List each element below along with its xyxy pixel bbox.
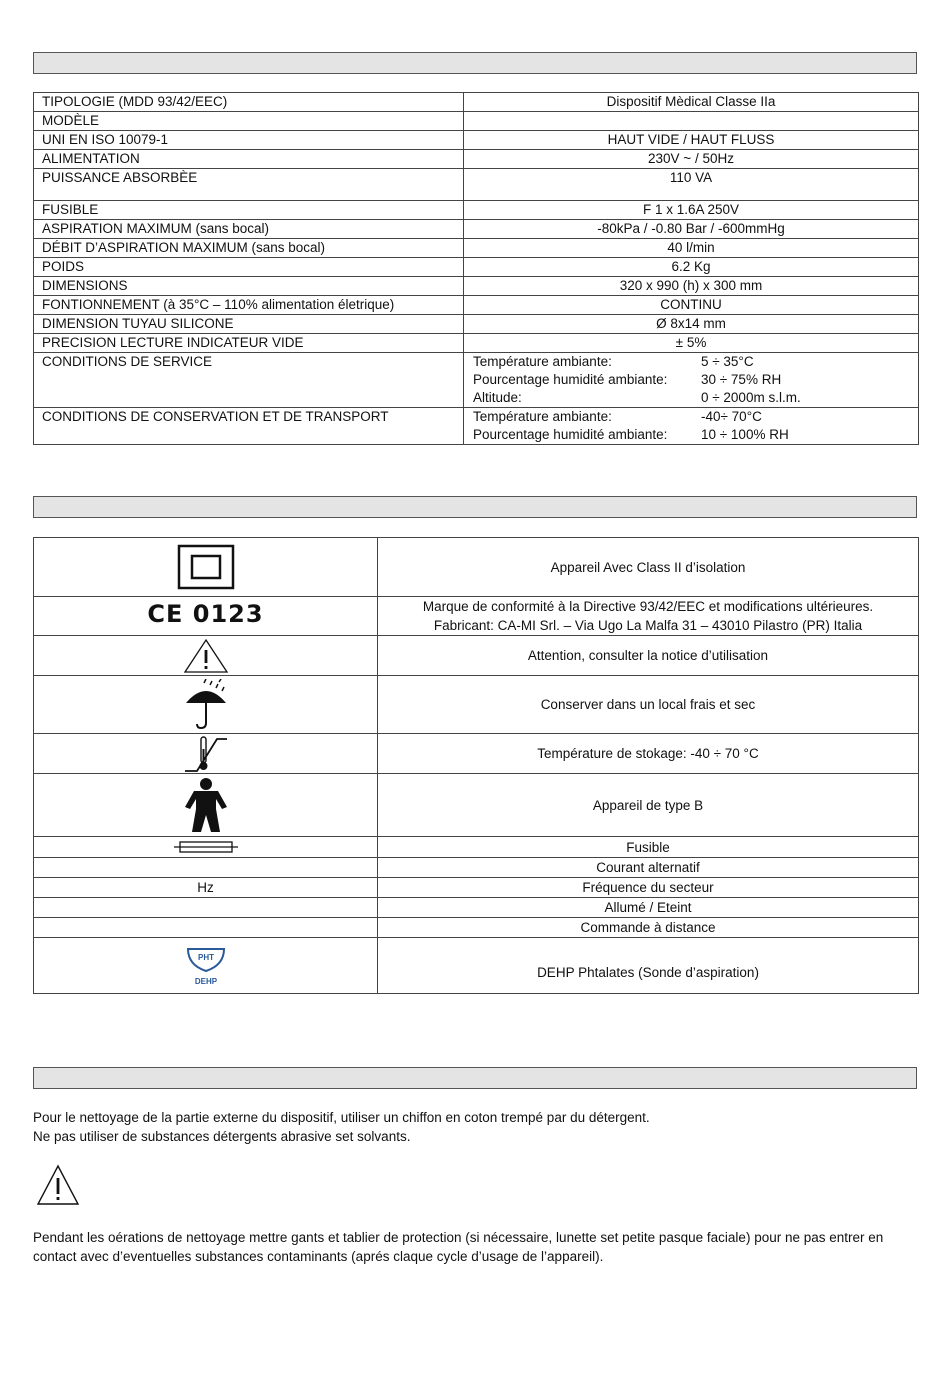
section-header-bar-cleaning	[33, 1067, 917, 1089]
table-row	[34, 597, 919, 636]
spec-label: DIMENSION TUYAU SILICONE	[34, 315, 464, 334]
symbol-cell	[34, 538, 378, 597]
spec-value: CONTINU	[464, 296, 919, 315]
spec-label: CONDITIONS DE CONSERVATION ET DE TRANSPORT	[34, 408, 464, 445]
spec-label: ALIMENTATION	[34, 150, 464, 169]
service-conditions	[464, 353, 919, 408]
symbol-description: Courant alternatif	[378, 858, 919, 878]
condition-key: Pourcentage humidité ambiante:	[473, 372, 668, 387]
table-row	[34, 858, 919, 878]
spec-label: FUSIBLE	[34, 201, 464, 220]
condition-key: Pourcentage humidité ambiante:	[473, 427, 668, 442]
spec-value: F 1 x 1.6A 250V	[464, 201, 919, 220]
ce-description-line: Marque de conformité à la Directive 93/42/EEC et modifications ultérieures.	[422, 599, 874, 614]
symbol-description	[378, 597, 919, 636]
section-header-bar-specs	[33, 52, 917, 74]
condition-row	[473, 371, 918, 389]
spec-label: FONTIONNEMENT (à 35°C – 110% alimentation életrique)	[34, 296, 464, 315]
condition-key: Altitude:	[473, 390, 522, 405]
spec-label: MODÈLE	[34, 112, 464, 131]
table-row	[34, 334, 919, 353]
table-row	[34, 918, 919, 938]
condition-value: 5 ÷ 35°C	[701, 354, 754, 369]
table-row	[34, 201, 919, 220]
warning-triangle-icon	[36, 1164, 80, 1206]
symbol-cell	[34, 898, 378, 918]
table-row	[34, 315, 919, 334]
warning-triangle-icon	[183, 638, 229, 674]
specifications-table	[33, 92, 919, 445]
table-row	[34, 150, 919, 169]
table-row	[34, 734, 919, 774]
table-row	[34, 220, 919, 239]
spec-value: 320 x 990 (h) x 300 mm	[464, 277, 919, 296]
symbol-description: Attention, consulter la notice d’utilisation	[378, 636, 919, 676]
table-row	[34, 131, 919, 150]
spec-value: 40 l/min	[464, 239, 919, 258]
table-row	[34, 258, 919, 277]
condition-value: -40÷ 70°C	[701, 409, 762, 424]
condition-value: 0 ÷ 2000m s.l.m.	[701, 390, 801, 405]
spec-value	[464, 112, 919, 131]
symbol-cell	[34, 938, 378, 994]
symbol-description: Commande à distance	[378, 918, 919, 938]
table-row	[34, 676, 919, 734]
spec-value: 110 VA	[464, 169, 919, 201]
keep-dry-umbrella-icon	[182, 679, 230, 731]
spec-label: DÉBIT D’ASPIRATION MAXIMUM (sans bocal)	[34, 239, 464, 258]
cleaning-warning-text: Pendant les oérations de nettoyage mettre gants et tablier de protection (si nécessaire, lunette set petite pasque faciale) pour ne pas entrer en contact avec d’eventuelles substances contaminants (aprés claque cycle d’usage de l’appareil).	[33, 1230, 884, 1264]
table-row	[34, 408, 919, 445]
table-row	[34, 112, 919, 131]
spec-value: ± 5%	[464, 334, 919, 353]
table-row	[34, 837, 919, 858]
symbol-cell	[34, 597, 378, 636]
symbol-cell	[34, 774, 378, 837]
table-row	[34, 774, 919, 837]
spec-label: CONDITIONS DE SERVICE	[34, 353, 464, 408]
symbol-description: Température de stokage: -40 ÷ 70 °C	[378, 734, 919, 774]
table-row	[34, 878, 919, 898]
dehp-label: DEHP	[194, 976, 217, 986]
type-b-body-icon	[184, 777, 228, 833]
ce-mark-icon: CE 0123	[147, 600, 264, 628]
symbol-cell	[34, 918, 378, 938]
pht-label: PHT	[197, 952, 214, 962]
spec-label: ASPIRATION MAXIMUM (sans bocal)	[34, 220, 464, 239]
spec-value: 230V ~ / 50Hz	[464, 150, 919, 169]
fuse-icon	[174, 840, 238, 854]
symbol-cell	[34, 837, 378, 858]
symbols-table	[33, 537, 919, 994]
spec-label: PUISSANCE ABSORBÈE	[34, 169, 464, 201]
spec-value: Dispositif Mèdical Classe IIa	[464, 93, 919, 112]
spec-value: 6.2 Kg	[464, 258, 919, 277]
symbol-description: Appareil Avec Class II d’isolation	[378, 538, 919, 597]
hz-symbol: Hz	[34, 878, 378, 898]
condition-value: 30 ÷ 75% RH	[701, 372, 782, 387]
symbol-cell	[34, 734, 378, 774]
spec-label: PRECISION LECTURE INDICATEUR VIDE	[34, 334, 464, 353]
cleaning-line-1: Pour le nettoyage de la partie externe du dispositif, utiliser un chiffon en coton trempé par du détergent.	[33, 1110, 650, 1125]
spec-value: -80kPa / -0.80 Bar / -600mmHg	[464, 220, 919, 239]
symbol-description: Fréquence du secteur	[378, 878, 919, 898]
condition-row	[473, 389, 918, 407]
table-row	[34, 169, 919, 201]
spec-value: Ø 8x14 mm	[464, 315, 919, 334]
class-ii-insulation-icon	[177, 544, 235, 590]
table-row	[34, 277, 919, 296]
cleaning-line-2: Ne pas utiliser de substances détergents abrasive set solvants.	[33, 1129, 411, 1144]
condition-row	[473, 408, 918, 426]
table-row	[34, 296, 919, 315]
storage-conditions	[464, 408, 919, 445]
symbol-description: Appareil de type B	[378, 774, 919, 837]
table-row	[34, 938, 919, 994]
temperature-limit-icon	[183, 735, 229, 773]
spec-label: DIMENSIONS	[34, 277, 464, 296]
condition-value: 10 ÷ 100% RH	[701, 427, 789, 442]
table-row	[34, 239, 919, 258]
condition-row	[473, 353, 918, 371]
table-row	[34, 538, 919, 597]
symbol-cell	[34, 858, 378, 878]
dehp-pht-icon	[184, 945, 228, 987]
spec-label: UNI EN ISO 10079-1	[34, 131, 464, 150]
symbol-cell	[34, 676, 378, 734]
table-row	[34, 898, 919, 918]
spec-label: TIPOLOGIE (MDD 93/42/EEC)	[34, 93, 464, 112]
table-row	[34, 353, 919, 408]
condition-key: Température ambiante:	[473, 409, 612, 424]
symbol-cell	[34, 636, 378, 676]
symbol-description: DEHP Phtalates (Sonde d’aspiration)	[378, 938, 919, 994]
manufacturer-line: Fabricant: CA-MI Srl. – Via Ugo La Malfa 31 – 43010 Pilastro (PR) Italia	[433, 618, 863, 633]
table-row	[34, 636, 919, 676]
symbol-description: Conserver dans un local frais et sec	[378, 676, 919, 734]
condition-key: Température ambiante:	[473, 354, 612, 369]
condition-row	[473, 426, 918, 444]
spec-value: HAUT VIDE / HAUT FLUSS	[464, 131, 919, 150]
symbol-description: Allumé / Eteint	[378, 898, 919, 918]
spec-label: POIDS	[34, 258, 464, 277]
section-header-bar-symbols	[33, 496, 917, 518]
symbol-description: Fusible	[378, 837, 919, 858]
table-row	[34, 93, 919, 112]
